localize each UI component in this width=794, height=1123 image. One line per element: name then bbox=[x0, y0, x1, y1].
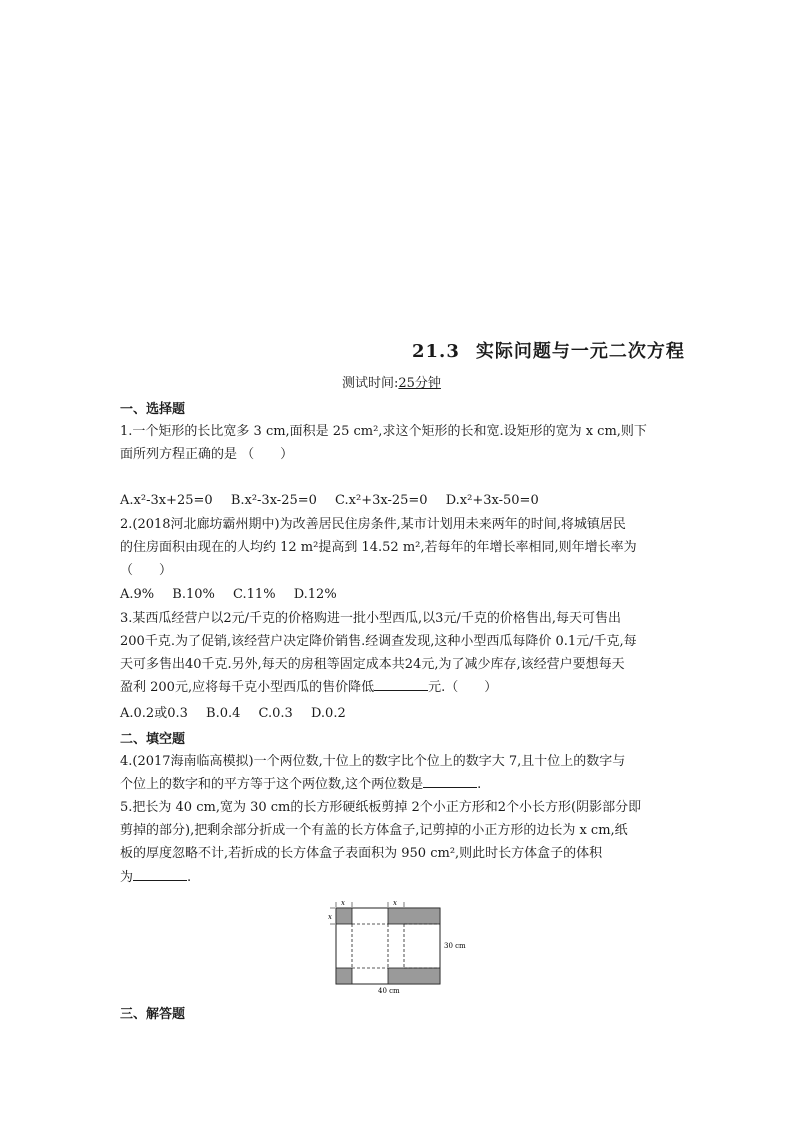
question-1-line-2: 面所列方程正确的是 （ ） bbox=[120, 447, 294, 462]
question-2-line-3: （ ） bbox=[120, 563, 173, 578]
question-5-line-2: 剪掉的部分),把剩余部分折成一个有盖的长方体盒子,记剪掉的小正方形的边长为 x cm,纸 bbox=[120, 823, 628, 838]
label-width: 40 cm bbox=[378, 987, 400, 995]
q3-option-a: A.0.2或0.3 bbox=[120, 706, 188, 721]
section-heading-choice: 一、选择题 bbox=[120, 402, 186, 417]
q3-option-b: B.0.4 bbox=[206, 706, 241, 721]
answer-blank[interactable] bbox=[133, 868, 187, 881]
answer-blank[interactable] bbox=[423, 775, 477, 788]
question-1-options bbox=[120, 489, 553, 512]
question-3-line-2: 200千克.为了促销,该经营户决定降价销售.经调查发现,这种小型西瓜每降价 0.1元/千克,每 bbox=[120, 634, 637, 649]
q2-option-c: C.11% bbox=[233, 587, 276, 602]
q2-option-a: A.9% bbox=[120, 587, 155, 602]
question-2-line-1: 2.(2018河北廊坊霸州期中)为改善居民住房条件,某市计划用未来两年的时间,将城镇居民 bbox=[120, 517, 626, 532]
fold-lines bbox=[352, 924, 440, 968]
section-title: 实际问题与一元二次方程 bbox=[475, 341, 685, 362]
section-heading-fill: 二、填空题 bbox=[120, 732, 186, 747]
label-x-top-left: x bbox=[341, 899, 345, 907]
cut-square-top-left bbox=[336, 908, 352, 924]
question-5-line-4: 为 . bbox=[120, 870, 192, 885]
page-title bbox=[412, 337, 685, 363]
q2-option-d: D.12% bbox=[293, 587, 337, 602]
question-4-line-2: 个位上的数字和的平方等于这个两位数,这个两位数是 . bbox=[120, 777, 482, 792]
question-3-line-1: 3.某西瓜经营户以2元/千克的价格购进一批小型西瓜,以3元/千克的价格售出,每天可售出 bbox=[120, 611, 621, 626]
question-4-line-1: 4.(2017海南临高模拟)一个两位数,十位上的数字比个位上的数字大 7,且十位上的数字与 bbox=[120, 754, 626, 769]
question-2-options bbox=[120, 583, 351, 606]
q1-option-c: C.x²+3x-25=0 bbox=[335, 493, 428, 508]
question-3-line-4: 盈利 200元,应将每千克小型西瓜的售价降低 元.（ ） bbox=[120, 680, 498, 695]
section-number: 21.3 bbox=[412, 341, 460, 362]
cut-square-bottom-left bbox=[336, 968, 352, 984]
question-5-line-3: 板的厚度忽略不计,若折成的长方体盒子表面积为 950 cm²,则此时长方体盒子的体积 bbox=[120, 846, 603, 861]
q3-option-c: C.0.3 bbox=[258, 706, 293, 721]
label-x-top-right: x bbox=[393, 899, 397, 907]
test-time-value: 25分钟 bbox=[398, 376, 441, 391]
question-3-line-3: 天可多售出40千克.另外,每天的房租等固定成本共24元,为了减少库存,该经营户要想每天 bbox=[120, 657, 625, 672]
section-heading-answer: 三、解答题 bbox=[120, 1007, 186, 1022]
label-x-side: x bbox=[328, 913, 332, 921]
q1-option-b: B.x²-3x-25=0 bbox=[230, 493, 317, 508]
test-time bbox=[342, 372, 441, 391]
cardboard-figure bbox=[320, 896, 480, 996]
q3-option-d: D.0.2 bbox=[310, 706, 346, 721]
q2-option-b: B.10% bbox=[172, 587, 215, 602]
question-3-options bbox=[120, 702, 360, 725]
test-time-label: 测试时间: bbox=[342, 376, 399, 391]
question-2-line-2: 的住房面积由现在的人均约 12 m²提高到 14.52 m²,若每年的年增长率相同,则年增长率为 bbox=[120, 540, 637, 555]
q1-option-a: A.x²-3x+25=0 bbox=[120, 493, 213, 508]
question-1-line-1: 1.一个矩形的长比宽多 3 cm,面积是 25 cm²,求这个矩形的长和宽.设矩形的宽为 x cm,则下 bbox=[120, 424, 647, 439]
q1-option-d: D.x²+3x-50=0 bbox=[445, 493, 539, 508]
cut-rect-top-right bbox=[388, 908, 440, 924]
label-height: 30 cm bbox=[444, 942, 466, 950]
answer-blank[interactable] bbox=[374, 678, 428, 691]
question-5-line-1: 5.把长为 40 cm,宽为 30 cm的长方形硬纸板剪掉 2个小正方形和2个小长方形(阴影部分即 bbox=[120, 800, 642, 815]
cut-rect-bottom-right bbox=[388, 968, 440, 984]
